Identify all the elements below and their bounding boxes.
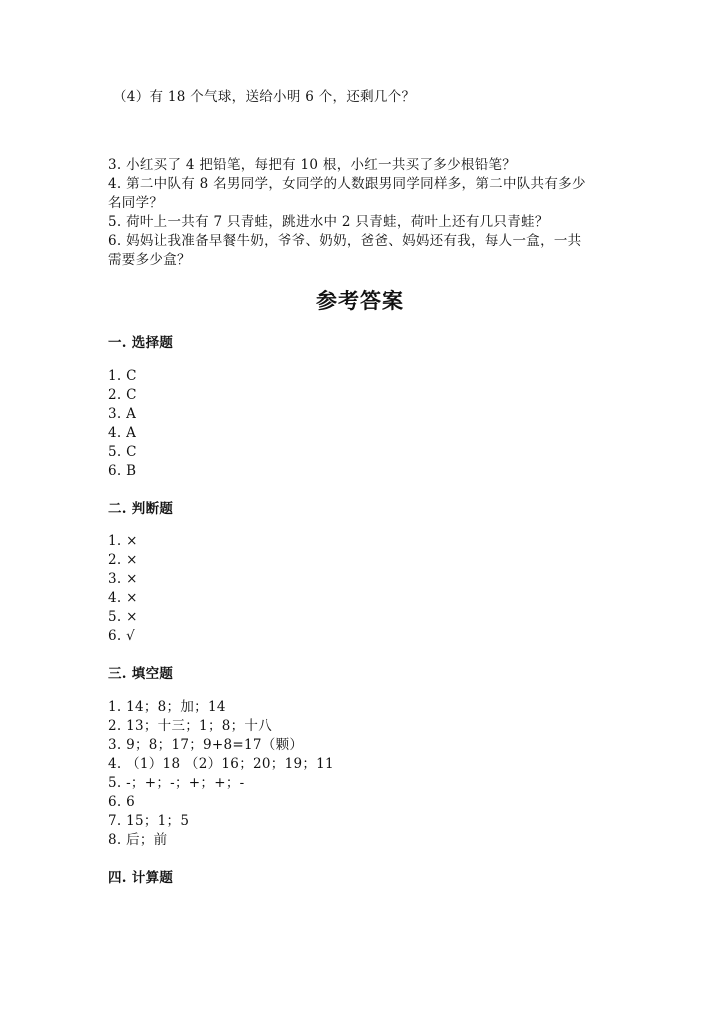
question-6-line-2: 需要多少盒？ (108, 252, 191, 268)
list-item: 3. × (108, 571, 138, 587)
question-3: 3. 小红买了 4 把铅笔，每把有 10 根，小红一共买了多少根铅笔？ (108, 157, 517, 173)
section-heading-fill-blank: 三. 填空题 (108, 666, 174, 682)
list-item: 5. -；+；-；+；+；- (108, 775, 245, 791)
list-item: 4. × (108, 590, 138, 606)
list-item: 7. 15；1；5 (108, 813, 190, 829)
list-item: 5. × (108, 609, 138, 625)
list-item: 4. （1）18 （2）16；20；19；11 (108, 756, 334, 772)
list-item: 2. C (108, 387, 137, 403)
list-item: 6. B (108, 463, 137, 479)
list-item: 5. C (108, 444, 137, 460)
list-item: 1. C (108, 368, 137, 384)
list-item: 6. 6 (108, 794, 135, 810)
list-item: 4. A (108, 425, 137, 441)
list-item: 3. 9；8；17；9+8=17（颗） (108, 737, 304, 753)
list-item: 3. A (108, 406, 137, 422)
list-item: 6. √ (108, 628, 135, 644)
list-item: 1. × (108, 533, 138, 549)
list-item: 2. × (108, 552, 138, 568)
list-item: 2. 13；十三；1；8；十八 (108, 718, 273, 734)
list-item: 1. 14；8；加；14 (108, 699, 226, 715)
section-heading-choice: 一. 选择题 (108, 335, 174, 351)
question-5: 5. 荷叶上一共有 7 只青蛙，跳进水中 2 只青蛙，荷叶上还有几只青蛙？ (108, 214, 549, 230)
question-4-line-1: 4. 第二中队有 8 名男同学，女同学的人数跟男同学同样多，第二中队共有多少 (108, 176, 586, 192)
list-item: 8. 后；前 (108, 832, 168, 848)
question-4-subitem: （4）有 18 个气球，送给小明 6 个，还剩几个？ (113, 89, 416, 105)
question-6-line-1: 6. 妈妈让我准备早餐牛奶，爷爷、奶奶，爸爸、妈妈还有我，每人一盒，一共 (108, 233, 582, 249)
question-4-line-2: 名同学？ (108, 195, 164, 211)
section-heading-calculation: 四. 计算题 (108, 870, 174, 886)
section-heading-judgement: 二. 判断题 (108, 501, 174, 517)
answer-title: 参考答案 (316, 288, 404, 313)
